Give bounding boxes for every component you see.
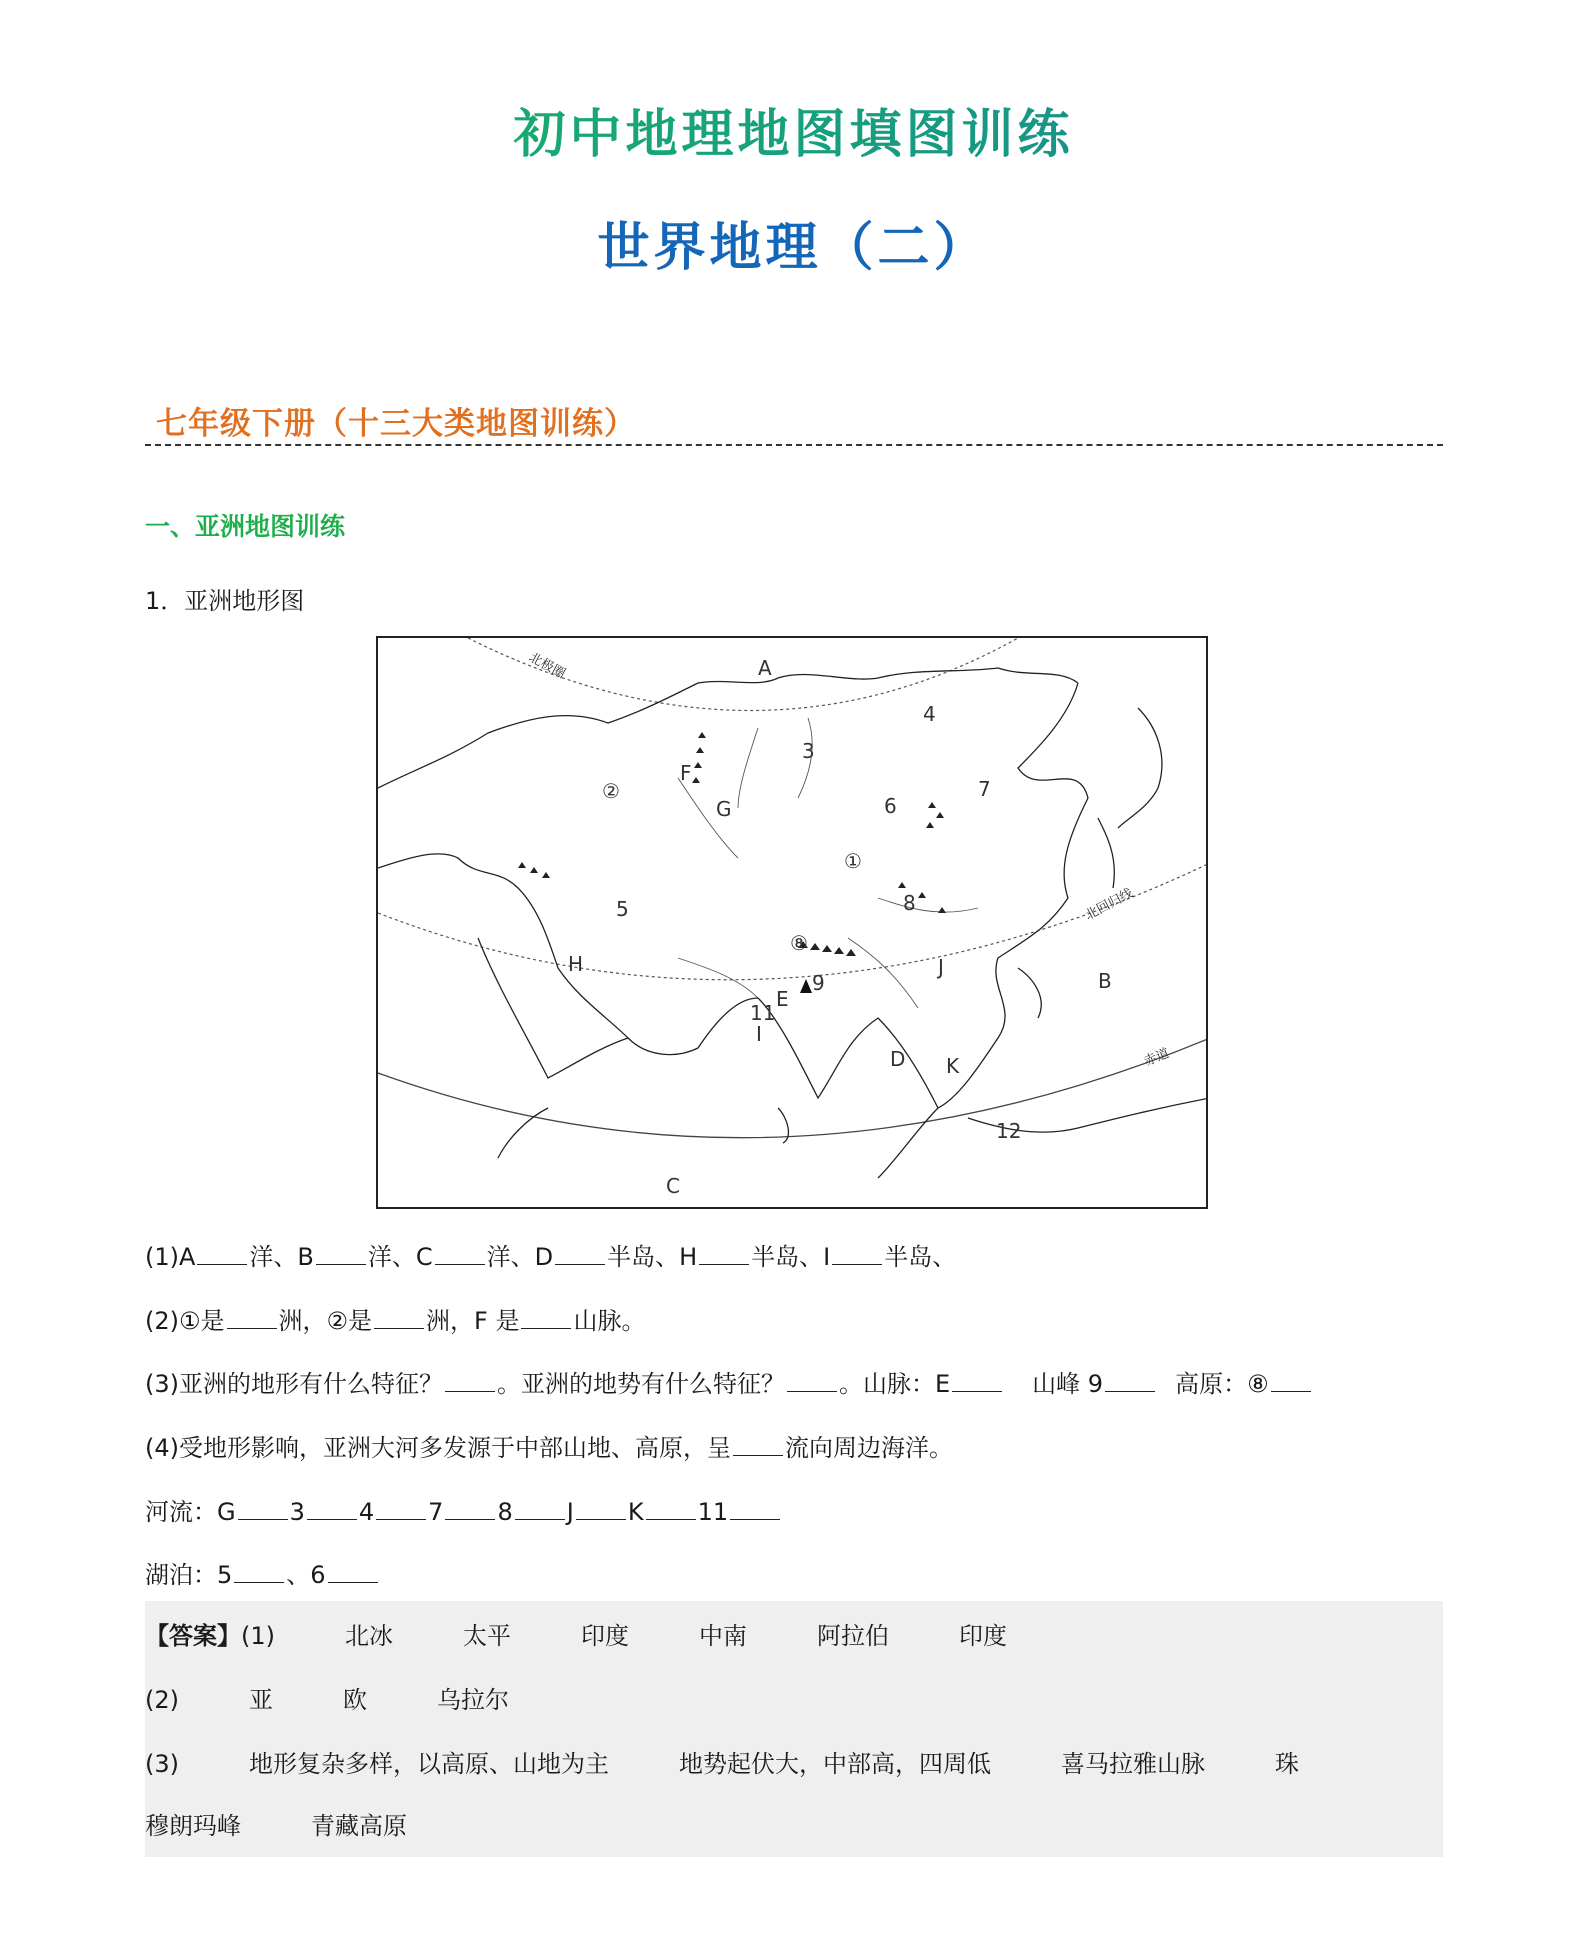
blank-river-J[interactable] xyxy=(576,1518,626,1520)
section-divider xyxy=(145,444,1443,446)
label-C: C xyxy=(666,1174,680,1198)
label-circle-1: ① xyxy=(844,849,862,873)
page-subtitle: 世界地理（二） xyxy=(597,218,990,278)
blank-continent-2[interactable] xyxy=(374,1327,424,1329)
label-equator: 赤道 xyxy=(1141,1046,1172,1070)
label-6: 6 xyxy=(884,794,897,818)
page-title: 初中地理地图填图训练 xyxy=(0,92,1587,167)
blank-lake-6[interactable] xyxy=(328,1581,378,1583)
label-H: H xyxy=(568,952,584,976)
blank-C[interactable] xyxy=(435,1263,485,1265)
blank-A[interactable] xyxy=(197,1263,247,1265)
coastlines xyxy=(378,668,1208,1178)
blank-mountain-F[interactable] xyxy=(521,1327,571,1329)
mountain-symbols xyxy=(518,732,946,956)
blank-I[interactable] xyxy=(832,1263,882,1265)
blank-B[interactable] xyxy=(316,1263,366,1265)
label-E: E xyxy=(776,987,789,1011)
blank-terrain-feature[interactable] xyxy=(445,1390,495,1392)
asia-terrain-map xyxy=(376,636,1208,1209)
blank-continent-1[interactable] xyxy=(227,1327,277,1329)
answer-part-2: (2) 亚 欧 乌拉尔 xyxy=(145,1686,509,1714)
blank-D[interactable] xyxy=(555,1263,605,1265)
blank-river-4[interactable] xyxy=(376,1518,426,1520)
label-G: G xyxy=(716,797,732,821)
blank-river-7[interactable] xyxy=(445,1518,495,1520)
question-part-3: (3)亚洲的地形有什么特征？ 。亚洲的地势有什么特征？ 。山脉：E 山峰 9 高原：⑧ xyxy=(145,1364,1313,1399)
blank-plateau-8[interactable] xyxy=(1271,1390,1311,1392)
answer-part-3-cont: 穆朗玛峰 青藏高原 xyxy=(145,1812,407,1840)
blank-river-3[interactable] xyxy=(307,1518,357,1520)
label-11: 11 xyxy=(750,1001,776,1025)
label-I: I xyxy=(756,1022,762,1046)
question-part-1: (1)A 洋、B 洋、C 洋、D 半岛、H 半岛、I 半岛、 xyxy=(145,1243,957,1271)
label-7: 7 xyxy=(978,777,991,801)
question-lakes: 湖泊：5 、6 xyxy=(145,1555,380,1590)
peak-symbol xyxy=(800,979,812,993)
label-9: 9 xyxy=(812,971,825,995)
answer-part-1: 【答案】(1) 北冰 太平 印度 中南 阿拉伯 印度 xyxy=(145,1622,1007,1650)
label-8: 8 xyxy=(903,891,916,915)
label-J: J xyxy=(938,955,944,979)
label-3: 3 xyxy=(802,739,815,763)
rivers xyxy=(678,718,978,1008)
answer-part-3: (3) 地形复杂多样，以高原、山地为主 地势起伏大，中部高，四周低 喜马拉雅山脉 珠 xyxy=(145,1750,1299,1778)
blank-mountain-E[interactable] xyxy=(952,1390,1002,1392)
map-svg xyxy=(378,638,1208,1209)
blank-lake-5[interactable] xyxy=(234,1581,284,1583)
label-circle-8: ⑧ xyxy=(790,931,808,955)
blank-river-8[interactable] xyxy=(515,1518,565,1520)
question-title: 1．亚洲地形图 xyxy=(145,587,305,615)
subsection-title: 一、亚洲地图训练 xyxy=(145,512,346,541)
label-4: 4 xyxy=(923,702,936,726)
label-A: A xyxy=(758,656,772,680)
question-part-2: (2)①是 洲，②是 洲，F 是 山脉。 xyxy=(145,1307,646,1335)
blank-H[interactable] xyxy=(699,1263,749,1265)
label-K: K xyxy=(946,1054,960,1078)
question-part-4: (4)受地形影响，亚洲大河多发源于中部山地、高原，呈 流向周边海洋。 xyxy=(145,1434,953,1462)
question-rivers: 河流：G 3 4 7 8 J K 11 xyxy=(145,1492,782,1527)
blank-peak-9[interactable] xyxy=(1105,1390,1155,1392)
blank-flow-pattern[interactable] xyxy=(733,1454,783,1456)
label-tropic-cancer: 北回归线 xyxy=(1082,885,1136,924)
blank-river-11[interactable] xyxy=(730,1518,780,1520)
section-title: 七年级下册（十三大类地图训练） xyxy=(156,406,636,442)
blank-river-G[interactable] xyxy=(238,1518,288,1520)
label-12: 12 xyxy=(996,1119,1022,1143)
blank-river-K[interactable] xyxy=(646,1518,696,1520)
label-D: D xyxy=(890,1047,906,1071)
equator-line xyxy=(378,1038,1208,1138)
label-circle-2: ② xyxy=(602,779,620,803)
label-arctic-circle: 北极圈 xyxy=(526,650,568,682)
label-B: B xyxy=(1098,969,1112,993)
tropic-line xyxy=(378,863,1208,980)
label-F: F xyxy=(680,761,692,785)
blank-elevation-feature[interactable] xyxy=(787,1390,837,1392)
label-5: 5 xyxy=(616,897,629,921)
